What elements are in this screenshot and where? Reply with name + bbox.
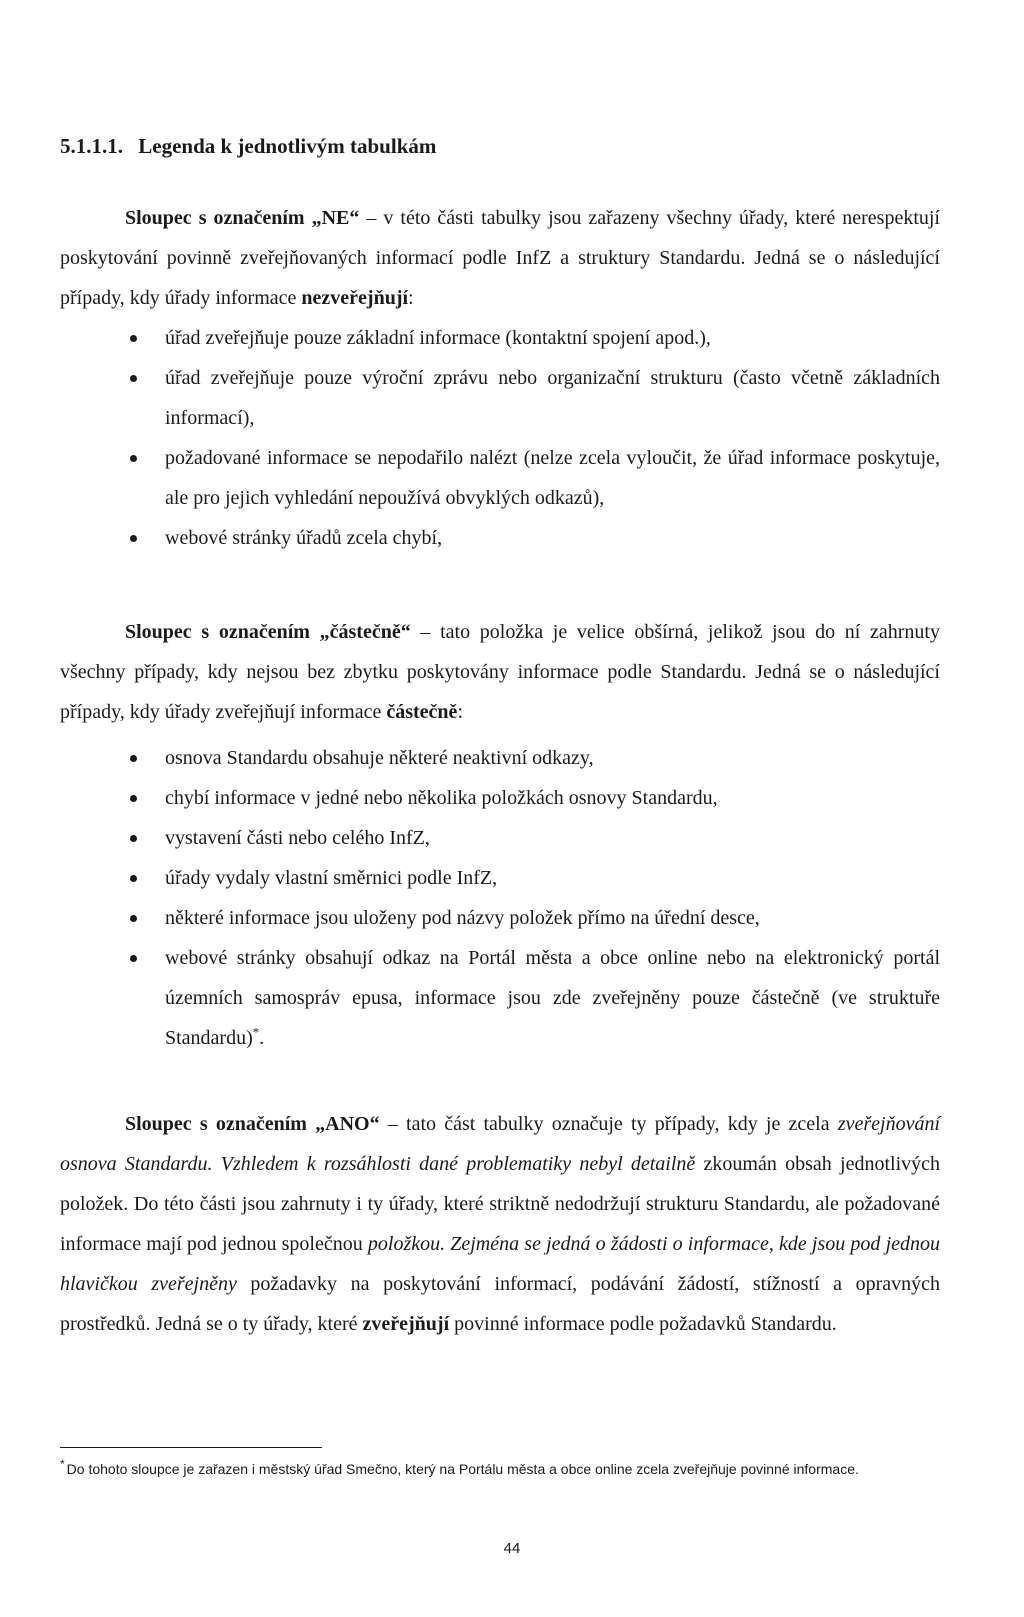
paragraph-ano	[60, 1104, 940, 1344]
text-ano-4: povinné informace podle požadavků Standardu.	[449, 1313, 837, 1335]
list-item-end: .	[259, 1027, 265, 1049]
emph-zverejnuji: zveřejňují	[362, 1313, 450, 1335]
list-item: vystavení části nebo celého InfZ,	[60, 818, 940, 858]
text-ano-2: zkoumán obsah jednotlivých položek. Do této části jsou zahrnuty i ty úřady, které striktně nedodržují strukturu Standardu, ale požadované informace mají pod jednou společnou	[60, 1153, 940, 1255]
section-title: Legenda k jednotlivým tabulkám	[138, 134, 437, 158]
paragraph-castecne	[60, 612, 940, 732]
footnote-text: Do tohoto sloupce je zařazen i městský úřad Smečno, který na Portálu města a obce online zcela zveřejňuje povinné informace.	[66, 1461, 859, 1477]
bullet-list-castecne	[60, 738, 940, 1058]
list-item: chybí informace v jedné nebo několika položkách osnovy Standardu,	[60, 778, 940, 818]
list-item: požadované informace se nepodařilo nalézt (nelze zcela vyloučit, že úřad informace poskytuje, ale pro jejich vyhledání nepoužívá obvyklých odkazů),	[60, 438, 940, 518]
page-number: 44	[503, 1540, 521, 1557]
footnote-mark: *	[60, 1457, 65, 1472]
footnote-ref: *	[252, 1024, 260, 1040]
list-item: úřady vydaly vlastní směrnici podle InfZ,	[60, 858, 940, 898]
lead-castecne: Sloupec s označením „částečně“	[125, 621, 411, 643]
text-ne-before: – v této části tabulky jsou zařazeny všechny úřady, které nerespektují poskytování povinně zveřejňovaných informací podle InfZ a struktury Standardu. Jedná se o následující případy, kdy úřady informace	[60, 207, 940, 309]
list-item: úřad zveřejňuje pouze výroční zprávu nebo organizační strukturu (často včetně základních informací),	[60, 358, 940, 438]
text-ne-after: :	[408, 287, 414, 309]
bullet-list-ne	[60, 318, 940, 558]
footnote	[60, 1458, 940, 1480]
lead-ne: Sloupec s označením „NE“	[125, 207, 360, 229]
section-heading	[60, 134, 436, 159]
emph-nezverejnuji: nezveřejňují	[301, 287, 409, 309]
text-castecne-before: – tato položka je velice obšírná, jelikož jsou do ní zahrnuty všechny případy, kdy nejsou bez zbytku poskytovány informace podle Standardu. Jedná se o následující případy, kdy úřady zveřejňují informace	[60, 621, 940, 723]
emph-castecne: částečně	[386, 701, 458, 723]
section-number: 5.1.1.1.	[60, 134, 123, 158]
italic-ano-1: zveřejňování osnova Standardu. Vzhledem k rozsáhlosti dané problematiky nebyl detailně	[60, 1113, 940, 1175]
lead-ano: Sloupec s označením „ANO“	[125, 1113, 380, 1135]
text-ano-1: – tato část tabulky označuje ty případy, kdy je zcela	[379, 1113, 838, 1135]
text-ano-3: požadavky na poskytování informací, podávání žádostí, stížností a opravných prostředků. Jedná se o ty úřady, které	[60, 1273, 940, 1335]
list-item	[60, 938, 940, 1058]
list-item: osnova Standardu obsahuje některé neaktivní odkazy,	[60, 738, 940, 778]
list-item: některé informace jsou uloženy pod názvy položek přímo na úřední desce,	[60, 898, 940, 938]
list-item: webové stránky úřadů zcela chybí,	[60, 518, 940, 558]
list-item: úřad zveřejňuje pouze základní informace (kontaktní spojení apod.),	[60, 318, 940, 358]
paragraph-ne	[60, 198, 940, 318]
text-castecne-after: :	[457, 701, 463, 723]
footnote-divider	[60, 1447, 322, 1448]
italic-ano-2: položkou. Zejména se jedná o žádosti o informace, kde jsou pod jednou hlavičkou zveřejněny	[60, 1233, 941, 1295]
list-item-text: webové stránky obsahují odkaz na Portál města a obce online nebo na elektronický portál územních samospráv epusa, informace jsou zde zveřejněny pouze částečně (ve struktuře Standardu)	[165, 947, 940, 1049]
